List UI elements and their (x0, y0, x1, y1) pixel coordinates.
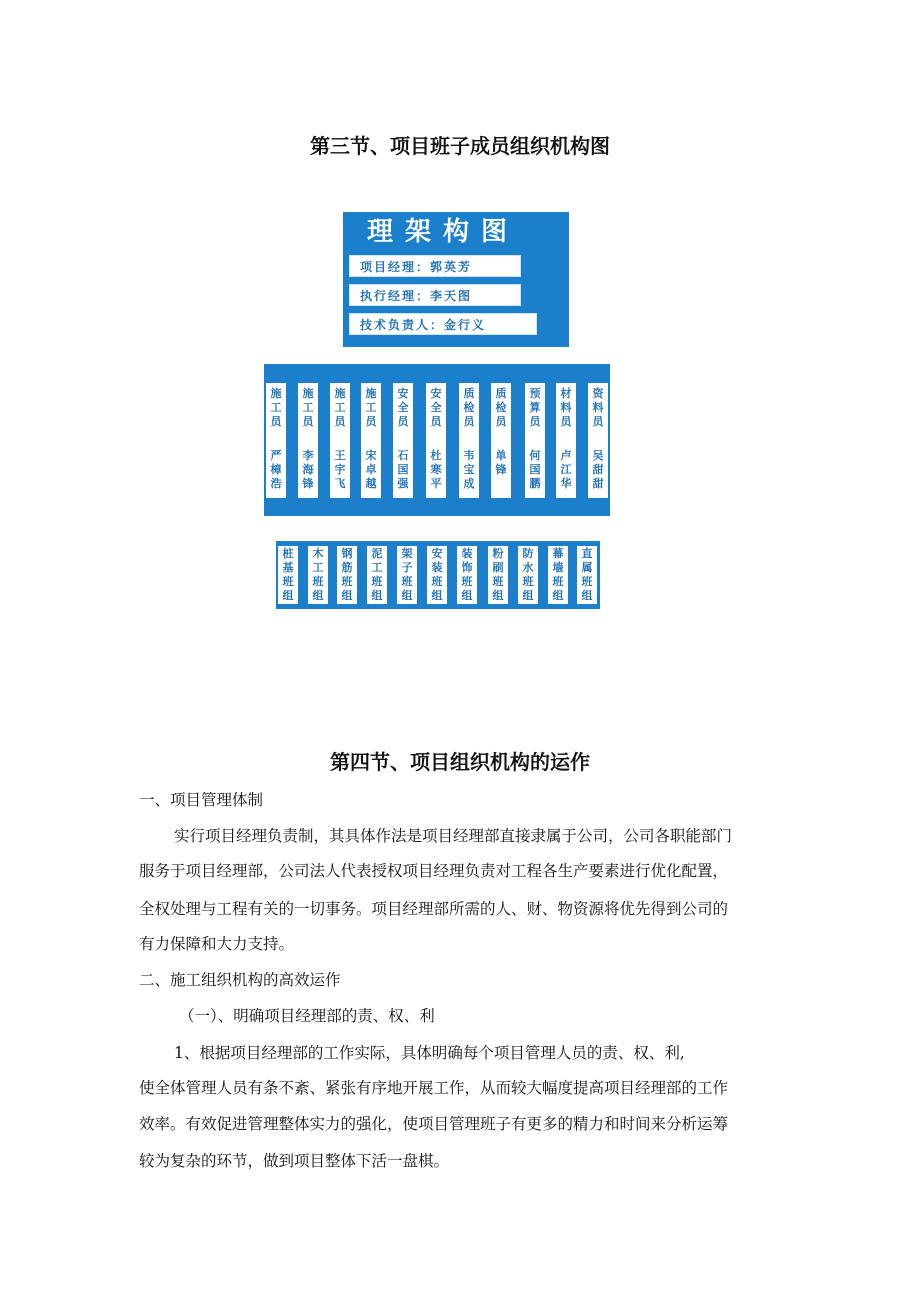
staff-role: 资料员 (592, 387, 604, 428)
staff-column (298, 383, 318, 498)
project-manager-row: 项目经理：郭英芳 (349, 255, 521, 277)
paragraph-line: 使全体管理人员有条不紊、紧张有序地开展工作，从而较大幅度提高项目经理部的工作 (139, 1079, 729, 1097)
staff-role: 施工员 (302, 387, 314, 428)
paragraph-line: 效率。有效促进管理整体实力的强化，使项目管理班子有更多的精力和时间来分析运筹 (139, 1115, 729, 1133)
staff-column (330, 383, 350, 498)
staff-column (393, 383, 413, 498)
staff-role: 安全员 (430, 387, 442, 428)
team-column: 安装班组 (427, 546, 447, 604)
paragraph-line: 有力保障和大力支持。 (139, 935, 295, 953)
subheading-responsibilities: （一）、明确项目经理部的责、权、利 (179, 1007, 435, 1025)
heading-efficient-operation: 二、施工组织机构的高效运作 (139, 971, 341, 989)
staff-name: 石国强 (397, 449, 409, 490)
staff-name: 严樟浩 (270, 449, 282, 490)
paragraph-line: 服务于项目经理部，公司法人代表授权项目经理负责对工程各生产要素进行优化配置， (139, 862, 729, 880)
paragraph-line: 实行项目经理负责制，其具体作法是项目经理部直接隶属于公司，公司各职能部门 (174, 827, 733, 845)
staff-role: 施工员 (270, 387, 282, 428)
team-column: 防水班组 (518, 546, 538, 604)
heading-management-system: 一、项目管理体制 (139, 791, 264, 809)
staff-name: 单锋 (495, 449, 507, 476)
staff-role: 材料员 (560, 387, 572, 428)
team-column: 幕墙班组 (548, 546, 568, 604)
staff-column (556, 383, 576, 498)
team-column: 装饰班组 (457, 546, 477, 604)
executive-manager-row: 执行经理：李天图 (349, 284, 521, 306)
management-block (343, 212, 569, 347)
team-column: 泥工班组 (367, 546, 387, 604)
staff-role: 预算员 (529, 387, 541, 428)
section4-title: 第四节、项目组织机构的运作 (330, 750, 590, 774)
team-column: 桩基班组 (278, 546, 298, 604)
management-header: 理架构图 (367, 217, 520, 247)
staff-name: 何国鹏 (529, 449, 541, 490)
staff-role: 质检员 (495, 387, 507, 428)
staff-name: 宋卓越 (365, 449, 377, 490)
staff-column (525, 383, 545, 498)
section3-title: 第三节、项目班子成员组织机构图 (310, 134, 610, 158)
staff-name: 吴甜甜 (592, 449, 604, 490)
technical-lead-row: 技术负责人：金行义 (349, 313, 537, 335)
staff-role: 施工员 (365, 387, 377, 428)
teams-block (276, 541, 600, 609)
team-column: 架子班组 (397, 546, 417, 604)
team-column: 钢筋班组 (337, 546, 357, 604)
staff-column (459, 383, 479, 498)
staff-role: 安全员 (397, 387, 409, 428)
staff-role: 质检员 (463, 387, 475, 428)
staff-name: 韦宝成 (463, 449, 475, 490)
paragraph-line: 1、根据项目经理部的工作实际，具体明确每个项目管理人员的责、权、利, (174, 1044, 685, 1062)
team-column: 直属班组 (577, 546, 597, 604)
staff-name: 李海锋 (302, 449, 314, 490)
staff-block (264, 364, 610, 516)
staff-name: 卢江华 (560, 449, 572, 490)
staff-role: 施工员 (334, 387, 346, 428)
staff-column (266, 383, 286, 498)
staff-name: 王宇飞 (334, 449, 346, 490)
staff-column (426, 383, 446, 498)
paragraph-line: 全权处理与工程有关的一切事务。项目经理部所需的人、财、物资源将优先得到公司的 (139, 900, 729, 918)
staff-column (361, 383, 381, 498)
paragraph-line: 较为复杂的环节，做到项目整体下活一盘棋。 (139, 1152, 450, 1170)
staff-column (491, 383, 511, 498)
staff-name: 杜寒平 (430, 449, 442, 490)
team-column: 粉刷班组 (488, 546, 508, 604)
team-column: 木工班组 (308, 546, 328, 604)
staff-column (588, 383, 608, 498)
